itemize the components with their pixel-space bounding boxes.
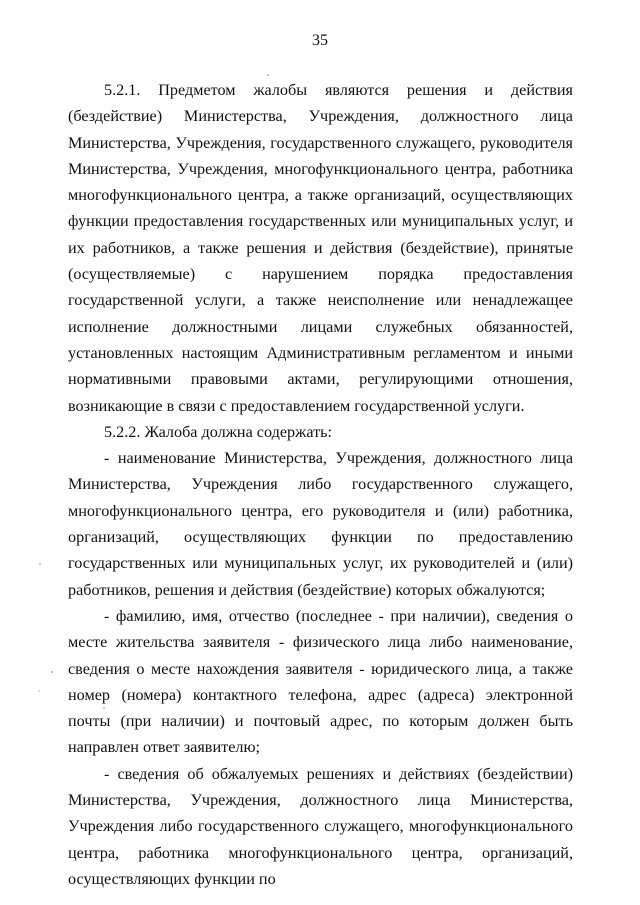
paragraph-5-2-2: 5.2.2. Жалоба должна содержать: [104, 422, 333, 441]
document-body [68, 77, 573, 892]
paragraph-5-2-1: 5.2.1. Предметом жалобы являются решения и действия (бездействие) Министерства, Учреждения, должностного лица Министерства, Учреждения, государственного служащего, руководителя Министерства, Учреждения, многофункционального центра, работника многофункционального центра, а также организаций, осуществляющих функции предоставления государственных или муниципальных услуг, и их работников, а также решения и действия (бездействие), принятые (осуществляемые) с нарушением порядка предоставления государственной услуги, а также неисполнение или ненадлежащее исполнение должностными лицами служебных обязанностей, установленных настоящим Административным регламентом и иными нормативными правовыми актами, регулирующими отношения, возникающие в связи с предоставлением государственной услуги. [68, 81, 573, 415]
list-item-appealed-decisions: - сведения об обжалуемых решениях и действиях (бездействии) Министерства, Учреждения, должностного лица Министерства, Учреждения либо государственного служащего, многофункционального центра, работника многофункционального центра, организаций, осуществляющих функции по [68, 764, 573, 888]
page-number: 35 [312, 32, 328, 49]
list-item-applicant-details: - фамилию, имя, отчество (последнее - при наличии), сведения о месте жительства заявителя - физического лица либо наименование, сведения о месте нахождения заявителя - юридического лица, а также номер (номера) контактного телефона, адрес (адреса) электронной почты (при наличии) и почтовый адрес, по которым должен быть направлен ответ заявителю; [68, 606, 573, 757]
list-item-name: - наименование Министерства, Учреждения, должностного лица Министерства, Учреждения либо государственного служащего, многофункционального центра, его руководителя и (или) работника, организаций, осуществляющих функции по предоставлению государственных или муниципальных услуг, их руководителей и (или) работников, решения и действия (бездействие) которых обжалуются; [68, 449, 573, 599]
